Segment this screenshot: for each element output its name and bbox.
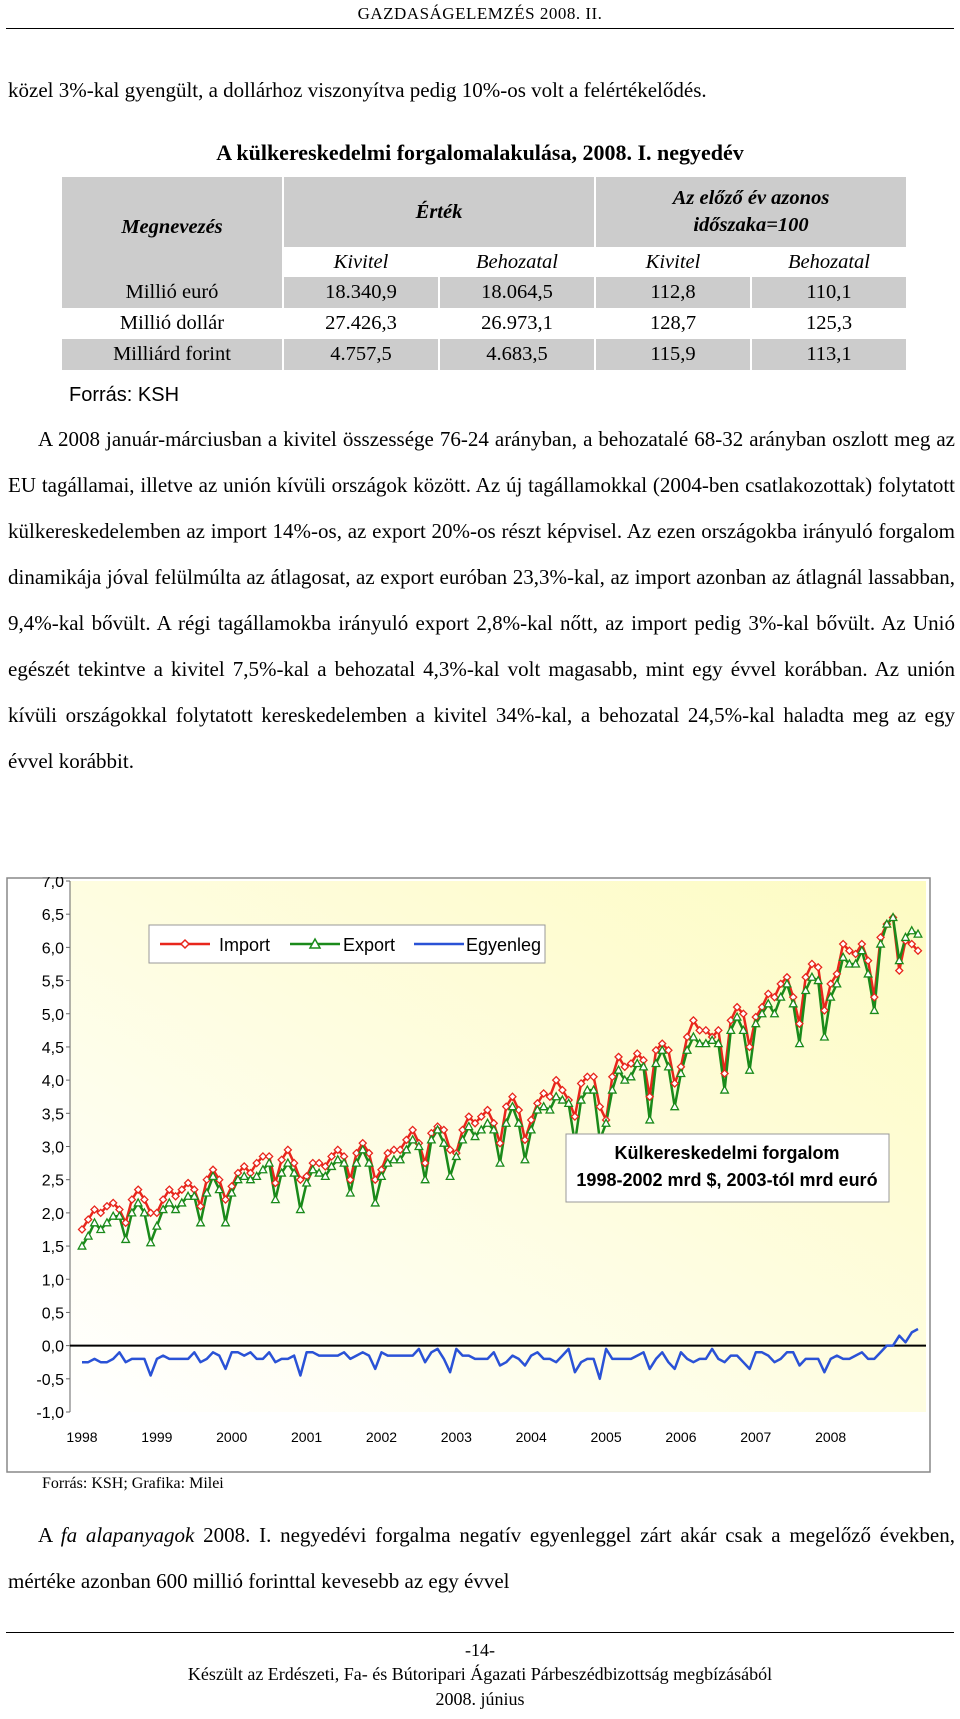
page-number: -14- bbox=[465, 1640, 495, 1660]
chart-legend bbox=[149, 925, 545, 963]
x-tick-label: 2005 bbox=[590, 1429, 622, 1445]
sub-header: Kivitel bbox=[645, 250, 701, 273]
table-row bbox=[62, 339, 906, 370]
x-tick-label: 2006 bbox=[665, 1429, 697, 1445]
trade-chart-svg bbox=[6, 877, 931, 1473]
x-tick-label: 1999 bbox=[141, 1429, 173, 1445]
legend-import: Import bbox=[219, 935, 271, 955]
col-index-header-line1: Az előző év azonos bbox=[672, 187, 830, 209]
y-tick-label: -0,5 bbox=[36, 1371, 64, 1389]
x-tick-label: 1998 bbox=[66, 1429, 98, 1445]
x-tick-label: 2003 bbox=[440, 1429, 472, 1445]
sub-header: Behozatal bbox=[476, 250, 558, 273]
y-tick-label: 4,5 bbox=[41, 1039, 64, 1057]
cell: 112,8 bbox=[650, 281, 696, 303]
legend-balance: Egyenleg bbox=[466, 935, 542, 955]
cell: 4.757,5 bbox=[330, 343, 392, 365]
row-name: Millió dollár bbox=[119, 312, 225, 334]
last-paragraph-prefix: A bbox=[38, 1523, 61, 1547]
cell: 26.973,1 bbox=[481, 312, 553, 334]
cell: 18.340,9 bbox=[325, 281, 397, 303]
y-tick-label: 3,5 bbox=[41, 1106, 64, 1124]
chart-title-box bbox=[566, 1134, 889, 1202]
y-tick-label: 6,0 bbox=[41, 940, 64, 958]
cell: 18.064,5 bbox=[481, 281, 553, 303]
x-tick-label: 2007 bbox=[740, 1429, 772, 1445]
y-tick-label: 2,0 bbox=[41, 1205, 64, 1223]
trade-table bbox=[60, 177, 908, 370]
y-tick-label: -1,0 bbox=[36, 1405, 64, 1422]
cell: 4.683,5 bbox=[486, 343, 548, 365]
x-tick-label: 2008 bbox=[815, 1429, 847, 1445]
footer-line2: 2008. június bbox=[435, 1689, 525, 1709]
y-tick-label: 1,5 bbox=[41, 1239, 64, 1257]
cell: 115,9 bbox=[650, 343, 696, 365]
row-name: Millió euró bbox=[125, 281, 219, 303]
table-row bbox=[62, 308, 906, 339]
table-title: A külkereskedelmi forgalomalakulása, 2008. I. negyedév bbox=[216, 140, 744, 165]
footer-rule bbox=[6, 1632, 954, 1633]
chart-source: Forrás: KSH; Grafika: Milei bbox=[42, 1475, 224, 1492]
y-tick-label: 4,0 bbox=[41, 1073, 64, 1091]
y-tick-label: 3,0 bbox=[41, 1139, 64, 1157]
y-tick-label: 0,5 bbox=[41, 1305, 64, 1323]
cell: 125,3 bbox=[805, 312, 853, 334]
running-head: GAZDASÁGELEMZÉS 2008. II. bbox=[357, 4, 603, 23]
y-tick-label: 5,0 bbox=[41, 1006, 64, 1024]
y-tick-label: 0,0 bbox=[41, 1338, 64, 1356]
last-paragraph bbox=[8, 1512, 955, 1604]
cell: 128,7 bbox=[649, 312, 697, 334]
body-paragraph-text: A 2008 január-márciusban a kivitel összessége 76-24 arányban, a behozatalé 68-32 arányban oszlott meg az EU tagállamai, illetve az unión kívüli országok között. Az új tagállamokkal (2004-ben csatlakozottak) folytatott külkereskedelemben az import 14%-os, az export 20%-os részt képvisel. Az ezen országokba irányuló forgalom dinamikája jóval felülmúlta az átlagosat, az export euróban 23,3%-kal, az import azonban az átlagnál lassabban, 9,4%-kal bővült. A régi tagállamokba irányuló export 2,8%-kal nőtt, az import pedig 3%-kal bővült. Az Unió egészét tekintve a kivitel 7,5%-kal a behozatal 4,3%-kal volt magasabb, mint egy évvel korábban. Az unión kívüli országokkal folytatott kereskedelemben a kivitel 34%-kal, a behozatal 24,5%-kal haladta meg az egy évvel korábbit. bbox=[8, 427, 955, 773]
col-index-header-line2: időszaka=100 bbox=[693, 214, 809, 236]
x-tick-label: 2001 bbox=[291, 1429, 323, 1445]
cell: 113,1 bbox=[806, 343, 852, 365]
sub-header: Behozatal bbox=[788, 250, 870, 273]
x-tick-label: 2002 bbox=[365, 1429, 398, 1445]
chart-title-line2: 1998-2002 mrd $, 2003-tól mrd euró bbox=[576, 1170, 878, 1190]
y-tick-label: 7,0 bbox=[41, 877, 64, 891]
body-paragraph bbox=[8, 416, 955, 784]
col-index-header bbox=[596, 177, 906, 247]
trade-chart bbox=[6, 877, 931, 1473]
sub-header: Kivitel bbox=[333, 250, 389, 273]
header-rule bbox=[6, 28, 954, 29]
legend-export: Export bbox=[343, 935, 396, 955]
x-tick-label: 2004 bbox=[515, 1429, 547, 1445]
row-name: Milliárd forint bbox=[113, 343, 231, 365]
cell: 27.426,3 bbox=[325, 312, 397, 334]
cell: 110,1 bbox=[806, 281, 852, 303]
col-value-header: Érték bbox=[284, 177, 594, 247]
col-name-header: Megnevezés bbox=[62, 177, 282, 277]
last-paragraph-italic: fa alapanyagok bbox=[60, 1523, 195, 1547]
y-tick-label: 1,0 bbox=[41, 1272, 64, 1290]
chart-title-line1: Külkereskedelmi forgalom bbox=[614, 1143, 840, 1163]
footer-line1: Készült az Erdészeti, Fa- és Bútoripari Ágazati Párbeszédbizottság megbízásából bbox=[187, 1664, 773, 1684]
last-paragraph-rest: 2008. I. negyedévi forgalma negatív egyenleggel zárt akár csak a megelőző években, mértéke azonban 600 millió forinttal kevesebb az egy évvel bbox=[8, 1523, 955, 1593]
table-source: Forrás: KSH bbox=[69, 384, 180, 406]
y-tick-label: 2,5 bbox=[41, 1172, 64, 1190]
x-tick-label: 2000 bbox=[216, 1429, 248, 1445]
y-tick-label: 5,5 bbox=[41, 973, 64, 991]
table-row bbox=[62, 277, 906, 308]
intro-line: közel 3%-kal gyengült, a dollárhoz viszonyítva pedig 10%-os volt a felértékelődés. bbox=[8, 78, 707, 102]
y-tick-label: 6,5 bbox=[41, 907, 64, 925]
